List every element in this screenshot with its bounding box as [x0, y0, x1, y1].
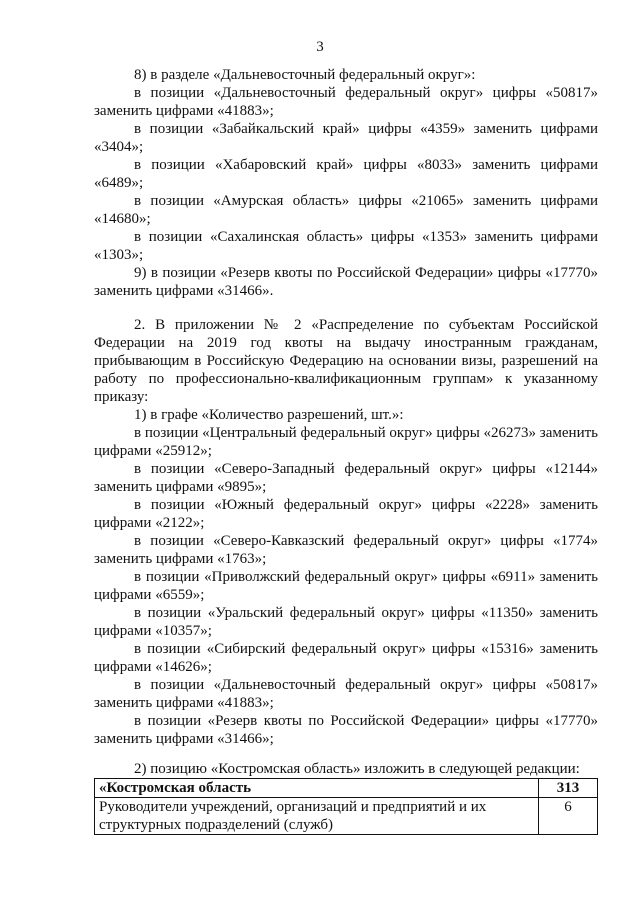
item-8-heading: 8) в разделе «Дальневосточный федеральный округ»:	[134, 67, 476, 83]
amendment-line: в позиции «Приволжский федеральный округ» цифры «6911» заменить цифрами «6559»;	[94, 569, 598, 603]
page-number: 3	[316, 39, 324, 55]
amendment-line: в позиции «Южный федеральный округ» цифры «2228» заменить цифрами «2122»;	[94, 497, 598, 531]
table-row	[95, 798, 598, 835]
table-cell-label: Руководители учреждений, организаций и предприятий и их структурных подразделений (служб)	[95, 798, 539, 835]
amendment-line: в позиции «Сахалинская область» цифры «1353» заменить цифрами «1303»;	[94, 229, 598, 263]
table-cell-value: 6	[539, 798, 598, 835]
table-cell-value: 313	[539, 779, 598, 798]
quota-table	[94, 778, 598, 835]
amendment-line: в позиции «Амурская область» цифры «21065» заменить цифрами «14680»;	[94, 193, 598, 227]
amendment-line: в позиции «Центральный федеральный округ» цифры «26273» заменить цифрами «25912»;	[94, 425, 598, 459]
section-2-intro: 2. В приложении № 2 «Распределение по субъектам Российской Федерации на 2019 год квоты на выдачу иностранным гражданам, прибывающим в Российскую Федерацию на основании визы, разрешений на работу по профессионально-квалификационным группам» к указанному приказу:	[94, 317, 598, 405]
item-9: 9) в позиции «Резерв квоты по Российской Федерации» цифры «17770» заменить цифрами «31466».	[94, 265, 598, 299]
amendment-line: в позиции «Северо-Кавказский федеральный округ» цифры «1774» заменить цифрами «1763»;	[94, 533, 598, 567]
item-2-heading: 2) позицию «Костромская область» изложить в следующей редакции:	[134, 761, 580, 777]
amendment-line: в позиции «Дальневосточный федеральный округ» цифры «50817» заменить цифрами «41883»;	[94, 677, 598, 711]
amendment-line: в позиции «Резерв квоты по Российской Федерации» цифры «17770» заменить цифрами «31466»;	[94, 713, 598, 747]
table-row	[95, 779, 598, 798]
item-1-heading: 1) в графе «Количество разрешений, шт.»:	[134, 407, 404, 423]
document-body	[94, 66, 598, 835]
amendment-line: в позиции «Северо-Западный федеральный округ» цифры «12144» заменить цифрами «9895»;	[94, 461, 598, 495]
amendment-line: в позиции «Забайкальский край» цифры «4359» заменить цифрами «3404»;	[94, 121, 598, 155]
table-cell-label: «Костромская область	[95, 779, 539, 798]
amendment-line: в позиции «Хабаровский край» цифры «8033» заменить цифрами «6489»;	[94, 157, 598, 191]
amendment-line: в позиции «Дальневосточный федеральный округ» цифры «50817» заменить цифрами «41883»;	[94, 85, 598, 119]
amendment-line: в позиции «Сибирский федеральный округ» цифры «15316» заменить цифрами «14626»;	[94, 641, 598, 675]
amendment-line: в позиции «Уральский федеральный округ» цифры «11350» заменить цифрами «10357»;	[94, 605, 598, 639]
